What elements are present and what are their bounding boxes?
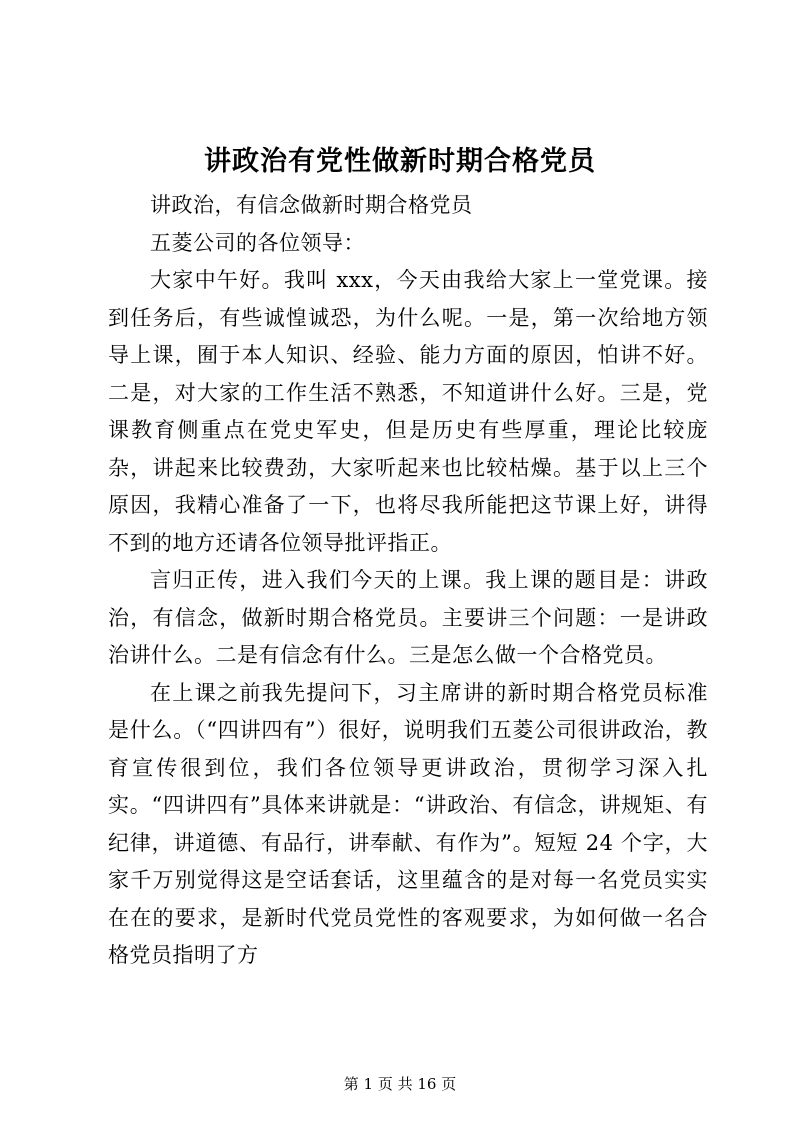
- salutation-paragraph: 五菱公司的各位领导：: [150, 230, 365, 255]
- subtitle-paragraph: 讲政治，有信念做新时期合格党员: [150, 193, 473, 217]
- document-title: 讲政治有党性做新时期合格党员: [204, 146, 596, 177]
- body-paragraph: 言归正传，进入我们今天的上课。我上课的题目是：讲政治，有信念，做新时期合格党员。主要讲三个问题：一是讲政治讲什么。二是有信念有什么。三是怎么做一个合格党员。: [108, 568, 708, 667]
- page-number-footer: 第 1 页 共 16 页: [343, 1075, 457, 1093]
- body-paragraph: 在上课之前我先提问下，习主席讲的新时期合格党员标准是什么。（“四讲四有”）很好，说明我们五菱公司很讲政治，教育宣传很到位，我们各位领导更讲政治，贯彻学习深入扎实。“四讲四有”具体来讲就是：“讲政治、有信念，讲规矩、有纪律，讲道德、有品行，讲奉献、有作为”。短短 24 个字，大家千万别觉得这是空话套话，这里蕴含的是对每一名党员实实在在的要求，是新时代党员党性的客观要求，为如何做一名合格党员指明了方: [108, 680, 708, 967]
- body-paragraph: 大家中午好。我叫 xxx，今天由我给大家上一堂党课。接到任务后，有些诚惶诚恐，为什么呢。一是，第一次给地方领导上课，囿于本人知识、经验、能力方面的原因，怕讲不好。二是，对大家的工作生活不熟悉，不知道讲什么好。三是，党课教育侧重点在党史军史，但是历史有些厚重，理论比较庞杂，讲起来比较费劲，大家听起来也比较枯燥。基于以上三个原因，我精心准备了一下，也将尽我所能把这节课上好，讲得不到的地方还请各位领导批评指正。: [108, 268, 708, 555]
- document-body: [108, 187, 708, 975]
